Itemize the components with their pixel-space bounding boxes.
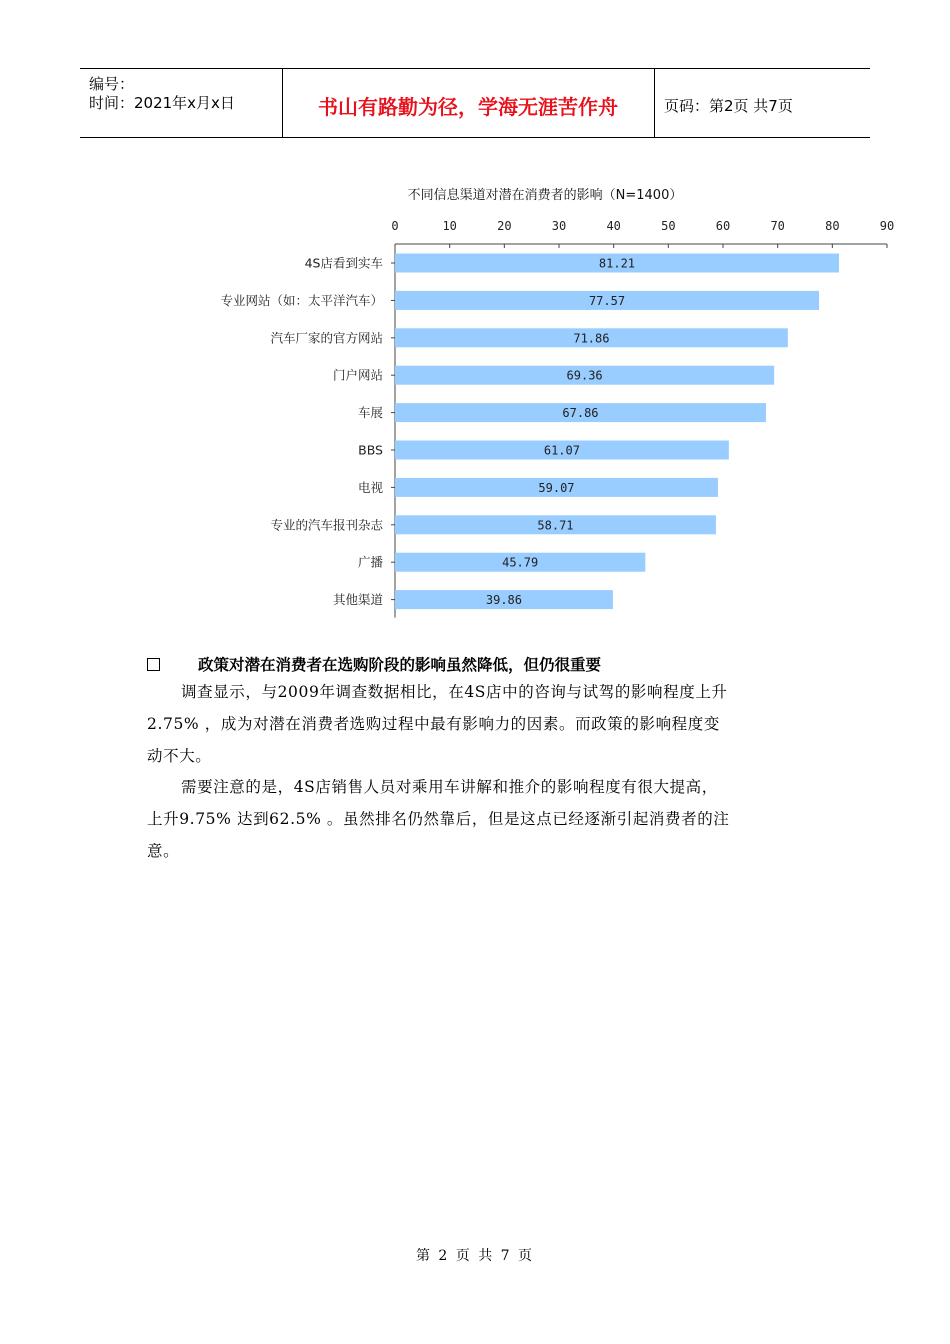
category-label: 4S店看到实车 bbox=[304, 255, 383, 271]
bar-value-label: 69.36 bbox=[566, 368, 603, 383]
header-page-cell bbox=[655, 69, 870, 137]
bar-value-label: 58.71 bbox=[537, 518, 574, 533]
x-tick-label: 20 bbox=[497, 219, 512, 233]
header-meta-cell bbox=[80, 69, 283, 137]
x-tick-label: 90 bbox=[879, 219, 895, 233]
chart-svg bbox=[0, 170, 950, 630]
paragraph-1-line: 动不大。 bbox=[147, 747, 212, 765]
bar-value-label: 81.21 bbox=[598, 256, 636, 271]
category-label: 其他渠道 bbox=[332, 592, 383, 608]
bar-value-label: 71.86 bbox=[573, 331, 610, 346]
section-heading-text: 政策对潜在消费者在选购阶段的影响虽然降低，但仍很重要 bbox=[198, 655, 602, 674]
checkbox-bullet-icon bbox=[147, 658, 160, 671]
x-tick-label: 40 bbox=[606, 219, 621, 233]
category-label: 专业网站（如：太平洋汽车） bbox=[220, 292, 383, 308]
chart-title: 不同信息渠道对潜在消费者的影响（N=1400） bbox=[407, 188, 683, 203]
page-header bbox=[80, 68, 870, 138]
x-tick-label: 10 bbox=[442, 219, 457, 233]
x-tick-label: 80 bbox=[825, 219, 840, 233]
bar-value-label: 39.86 bbox=[485, 593, 523, 608]
category-label: 电视 bbox=[357, 479, 383, 495]
category-label: 门户网站 bbox=[332, 367, 383, 383]
category-label: 车展 bbox=[357, 405, 383, 421]
paragraph-2-line: 上升9.75% 达到62.5% 。虽然排名仍然靠后，但是这点已经逐渐引起消费者的注 bbox=[147, 810, 730, 828]
channel-influence-chart bbox=[0, 170, 950, 630]
x-tick-label: 70 bbox=[770, 219, 785, 233]
header-code-label: 编号： bbox=[89, 75, 135, 93]
category-label: 专业的汽车报刊杂志 bbox=[270, 517, 383, 533]
paragraph-1 bbox=[147, 676, 807, 772]
category-label: 汽车厂家的官方网站 bbox=[270, 330, 383, 346]
paragraph-2 bbox=[147, 771, 807, 867]
header-motto-cell bbox=[282, 69, 655, 137]
x-tick-label: 50 bbox=[661, 219, 676, 233]
paragraph-2-line: 意。 bbox=[147, 842, 180, 860]
x-tick-label: 60 bbox=[715, 219, 731, 233]
section-heading bbox=[147, 653, 601, 675]
bar-value-label: 61.07 bbox=[543, 443, 580, 458]
category-label: BBS bbox=[358, 442, 383, 458]
bar-value-label: 67.86 bbox=[562, 406, 599, 421]
page-footer: 第 2 页 共 7 页 bbox=[415, 1248, 535, 1264]
header-motto: 书山有路勤为径，学海无涯苦作舟 bbox=[318, 95, 618, 119]
paragraph-1-line: 2.75% ，成为对潜在消费者选购过程中最有影响力的因素。而政策的影响程度变 bbox=[147, 715, 720, 733]
category-label: 广播 bbox=[357, 554, 383, 570]
paragraph-1-line: 调查显示，与2009年调查数据相比，在4S店中的咨询与试驾的影响程度上升 bbox=[181, 683, 728, 701]
header-time-label: 时间：2021年x月x日 bbox=[89, 94, 235, 112]
bar-value-label: 45.79 bbox=[502, 555, 539, 570]
header-page-label: 页码：第2页 共7页 bbox=[664, 97, 793, 115]
paragraph-2-line: 需要注意的是，4S店销售人员对乘用车讲解和推介的影响程度有很大提高， bbox=[181, 778, 718, 796]
x-tick-label: 0 bbox=[391, 219, 399, 233]
bar-value-label: 59.07 bbox=[538, 480, 575, 495]
bar-value-label: 77.57 bbox=[588, 293, 626, 308]
x-tick-label: 30 bbox=[551, 219, 567, 233]
